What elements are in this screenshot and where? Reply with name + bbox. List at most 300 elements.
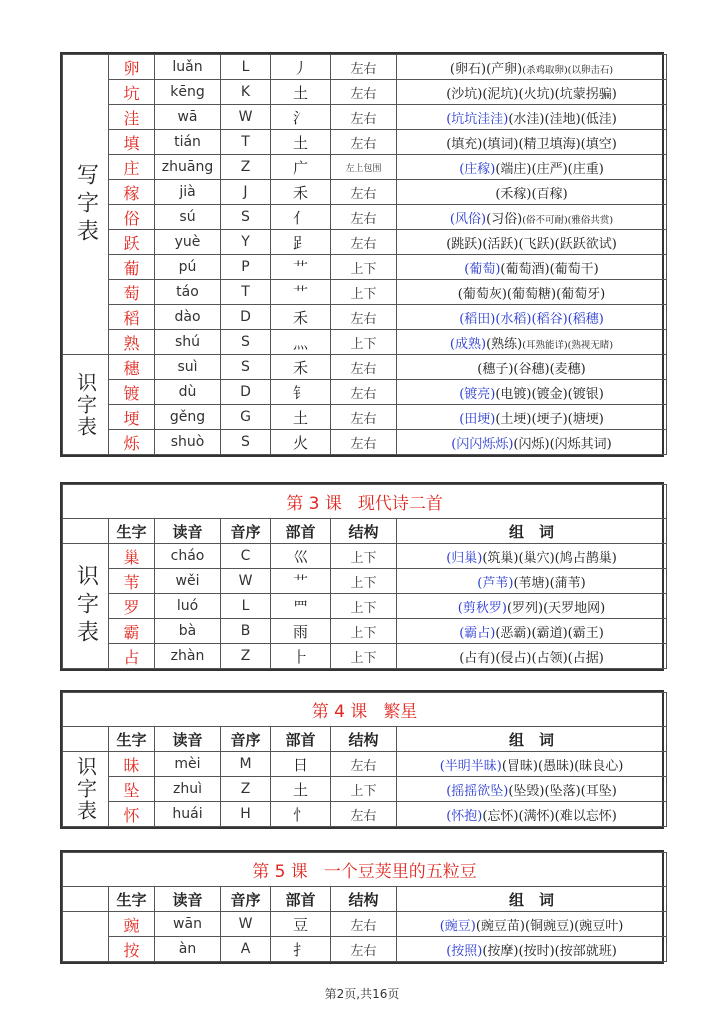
word-item: (耳坠) [580,783,617,799]
word-item: (稻田) [459,311,496,327]
pinyin-cell: suì [155,355,221,380]
pinyin-cell: dào [155,305,221,330]
word-item: (豌豆) [439,918,476,934]
pinyin-cell: kēng [155,80,221,105]
structure-cell: 左右 [331,430,397,455]
word-item: (豌豆苗) [475,918,525,934]
sequence-cell: S [221,430,271,455]
radical-cell: 土 [271,80,331,105]
word-item: (摇摇欲坠) [446,783,509,799]
word-list [397,912,667,937]
word-item: (水稻) [495,311,532,327]
word-item: (耳熟能详) [522,339,568,351]
word-item: (镀金) [531,386,568,402]
sequence-cell: W [221,105,271,130]
character-cell: 埂 [109,405,155,430]
pinyin-cell: shuò [155,430,221,455]
pinyin-cell: wān [155,912,221,937]
word-item: (沙坑) [446,86,483,102]
header-blank [63,727,109,752]
lesson-5-name: 一个豆荚里的五粒豆 [323,862,477,882]
word-list [397,802,667,827]
radical-cell: 忄 [271,802,331,827]
table-row [63,405,667,430]
sequence-cell: T [221,130,271,155]
character-cell: 豌 [109,912,155,937]
word-item: (坑坑洼洼) [446,111,509,127]
sequence-cell: D [221,305,271,330]
structure-cell: 左右 [331,230,397,255]
word-item: (精卫填海) [518,136,581,152]
word-item: (占据) [567,650,604,666]
character-cell: 苇 [109,569,155,594]
word-item: (活跃) [482,236,519,252]
lesson-4-block [60,690,664,829]
structure-cell: 上下 [331,544,397,569]
character-cell: 萄 [109,280,155,305]
word-item: (以卵击石) [567,64,614,76]
word-item: (怀抱) [446,808,483,824]
word-item: (鸠占鹊巢) [554,550,617,566]
character-cell: 霸 [109,619,155,644]
word-list [397,230,667,255]
sequence-cell: Z [221,644,271,669]
word-list [397,430,667,455]
word-item: (跃跃欲试) [554,236,617,252]
column-header-char: 生字 [109,727,155,752]
lesson-4-table [62,692,667,827]
word-list [397,180,667,205]
structure-cell: 左右 [331,130,397,155]
column-header-seq: 音序 [221,727,271,752]
word-item: (按摩) [482,943,519,959]
word-item: (火坑) [518,86,555,102]
radical-cell: 钅 [271,380,331,405]
radical-cell: 罒 [271,594,331,619]
word-item: (填词) [482,136,519,152]
radical-cell: 火 [271,430,331,455]
word-item: (葡萄糖) [506,286,557,302]
lesson-5-title [63,853,667,887]
word-item: (稻穗) [567,311,604,327]
pinyin-cell: cháo [155,544,221,569]
table-row [63,380,667,405]
word-item: (麦穗) [549,361,586,377]
word-item: (风俗) [449,211,487,227]
word-item: (葡萄) [464,261,501,277]
column-header-words: 组 词 [397,519,667,544]
word-item: (庄稼) [459,161,496,177]
radical-cell: 亻 [271,205,331,230]
word-list [397,255,667,280]
structure-cell: 上下 [331,777,397,802]
table-row [63,180,667,205]
sequence-cell: K [221,80,271,105]
word-item: (塘埂) [567,411,604,427]
table-row [63,752,667,777]
word-list [397,777,667,802]
pinyin-cell: yuè [155,230,221,255]
character-cell: 穗 [109,355,155,380]
lesson-4-name: 繁星 [383,702,418,722]
word-item: (电镀) [495,386,532,402]
column-header-structure: 结构 [331,727,397,752]
sequence-cell: P [221,255,271,280]
word-item: (填空) [580,136,617,152]
word-list [397,105,667,130]
sequence-cell: W [221,569,271,594]
word-item: (禾稼) [495,186,532,202]
pinyin-cell: táo [155,280,221,305]
column-header-words: 组 词 [397,887,667,912]
structure-cell: 左右 [331,55,397,80]
word-item: (难以忘怀) [554,808,617,824]
sequence-cell: H [221,802,271,827]
column-header-structure: 结构 [331,519,397,544]
word-item: (天罗地网) [543,600,606,616]
table-row [63,305,667,330]
table-row [63,330,667,355]
word-item: (穗子) [477,361,514,377]
character-cell: 稼 [109,180,155,205]
pinyin-cell: pú [155,255,221,280]
pinyin-cell: zhuì [155,777,221,802]
column-header-pinyin: 读音 [155,519,221,544]
radical-cell: 雨 [271,619,331,644]
radical-cell: 日 [271,752,331,777]
header-blank [63,887,109,912]
section-label-text: 写字表 [73,162,99,247]
word-list [397,937,667,962]
lesson-5-table [62,852,667,962]
section-label [63,912,109,962]
word-item: (水洼) [508,111,545,127]
radical-cell: 巛 [271,544,331,569]
pinyin-cell: mèi [155,752,221,777]
table-row [63,355,667,380]
section-label [63,355,109,455]
word-item: (成熟) [449,336,487,352]
sequence-cell: S [221,330,271,355]
sequence-cell: C [221,544,271,569]
sequence-cell: A [221,937,271,962]
radical-cell: 扌 [271,937,331,962]
word-item: (忘怀) [482,808,519,824]
word-list [397,130,667,155]
lesson-3-name: 现代诗二首 [357,494,443,514]
table-row [63,619,667,644]
word-item: (庄重) [567,161,604,177]
table-row [63,802,667,827]
character-cell: 俗 [109,205,155,230]
table-row [63,594,667,619]
word-item: (坠毁) [508,783,545,799]
column-header-radical: 部首 [271,519,331,544]
word-item: (闪烁其词) [549,436,612,452]
column-header-radical: 部首 [271,887,331,912]
word-item: (葡萄酒) [500,261,550,277]
table-row [63,130,667,155]
word-item: (芦苇) [477,575,514,591]
structure-cell: 左右 [331,105,397,130]
word-item: (葡萄灰) [457,286,507,302]
character-cell: 昧 [109,752,155,777]
pinyin-cell: luó [155,594,221,619]
radical-cell: 土 [271,777,331,802]
section-label [63,55,109,355]
structure-cell: 左右 [331,80,397,105]
structure-cell: 左上包围 [331,155,397,180]
word-list [397,569,667,594]
character-cell: 占 [109,644,155,669]
table-row [63,777,667,802]
word-item: (满怀) [518,808,555,824]
column-header-words: 组 词 [397,727,667,752]
word-item: (田埂) [459,411,496,427]
table-row [63,205,667,230]
structure-cell: 上下 [331,330,397,355]
sequence-cell: L [221,55,271,80]
word-item: (罗列) [506,600,544,616]
sequence-cell: D [221,380,271,405]
word-list [397,544,667,569]
word-item: (归巢) [446,550,483,566]
character-cell: 镀 [109,380,155,405]
character-cell: 庄 [109,155,155,180]
sequence-cell: S [221,355,271,380]
lesson-4-title [63,693,667,727]
word-item: (筑巢) [482,550,519,566]
lesson-3-table [62,484,667,669]
structure-cell: 上下 [331,255,397,280]
column-header-seq: 音序 [221,519,271,544]
character-cell: 稻 [109,305,155,330]
pinyin-cell: gěng [155,405,221,430]
word-item: (占领) [531,650,568,666]
word-item: (霸占) [459,625,496,641]
sequence-cell: Z [221,155,271,180]
word-item: (卵石) [449,61,487,77]
table-row [63,55,667,80]
word-item: (昧良心) [574,758,624,774]
word-list [397,644,667,669]
lesson-4-label: 第 4 课 [311,702,368,722]
radical-cell: 艹 [271,569,331,594]
word-item: (霸王) [567,625,604,641]
lesson-3-block [60,482,664,671]
character-cell: 坑 [109,80,155,105]
lesson-3-title [63,485,667,519]
word-item: (填充) [446,136,483,152]
pinyin-cell: shú [155,330,221,355]
word-list [397,594,667,619]
word-item: (愚昧) [538,758,575,774]
word-item: (雅俗共赏) [567,214,614,226]
sequence-cell: Z [221,777,271,802]
header-row [63,519,667,544]
radical-cell: 艹 [271,255,331,280]
word-item: (葡萄干) [549,261,599,277]
word-item: (杀鸡取卵) [522,64,568,76]
word-item: (百稼) [531,186,568,202]
column-header-char: 生字 [109,519,155,544]
character-cell: 卵 [109,55,155,80]
page-footer: 第2页,共16页 [324,987,400,1001]
pinyin-cell: luǎn [155,55,221,80]
sequence-cell: J [221,180,271,205]
word-list [397,752,667,777]
structure-cell: 左右 [331,802,397,827]
word-item: (庄严) [531,161,568,177]
table-row [63,912,667,937]
word-item: (跳跃) [446,236,483,252]
word-item: (熟练) [486,336,523,352]
radical-cell: 禾 [271,180,331,205]
column-header-structure: 结构 [331,887,397,912]
pinyin-cell: bà [155,619,221,644]
word-item: (侵占) [495,650,532,666]
radical-cell: 艹 [271,280,331,305]
word-item: (半明半昧) [439,758,502,774]
word-list [397,305,667,330]
table-row [63,569,667,594]
word-item: (闪烁) [513,436,550,452]
structure-cell: 上下 [331,619,397,644]
character-cell: 熟 [109,330,155,355]
pinyin-cell: zhuāng [155,155,221,180]
word-item: (熟视无睹) [567,339,614,351]
structure-cell: 左右 [331,355,397,380]
sequence-cell: T [221,280,271,305]
table-row [63,280,667,305]
radical-cell: 氵 [271,105,331,130]
word-item: (低洼) [580,111,617,127]
word-list [397,55,667,80]
structure-cell: 左右 [331,380,397,405]
structure-cell: 左右 [331,405,397,430]
header-row [63,727,667,752]
table-row [63,644,667,669]
structure-cell: 左右 [331,205,397,230]
word-list [397,619,667,644]
radical-cell: 禾 [271,305,331,330]
sequence-cell: S [221,205,271,230]
word-item: (端庄) [495,161,532,177]
word-item: (俗不可耐) [522,214,568,226]
radical-cell: 𧾷 [271,230,331,255]
table-row [63,430,667,455]
pinyin-cell: tián [155,130,221,155]
structure-cell: 上下 [331,644,397,669]
character-cell: 跃 [109,230,155,255]
structure-cell: 左右 [331,752,397,777]
pinyin-cell: dù [155,380,221,405]
table-row [63,105,667,130]
word-item: (闪闪烁烁) [451,436,514,452]
word-list [397,280,667,305]
character-cell: 怀 [109,802,155,827]
header-blank [63,519,109,544]
word-item: (按照) [446,943,483,959]
word-item: (谷穗) [513,361,550,377]
radical-cell: 广 [271,155,331,180]
word-list [397,205,667,230]
sequence-cell: L [221,594,271,619]
word-item: (镀亮) [459,386,496,402]
sequence-cell: B [221,619,271,644]
radical-cell: 丿 [271,55,331,80]
radical-cell: 禾 [271,355,331,380]
word-item: (镀银) [567,386,604,402]
word-item: (按时) [518,943,555,959]
word-item: (坠落) [544,783,581,799]
sequence-cell: W [221,912,271,937]
word-item: (占有) [459,650,496,666]
structure-cell: 左右 [331,180,397,205]
table-row [63,80,667,105]
character-cell: 按 [109,937,155,962]
structure-cell: 上下 [331,280,397,305]
word-item: (蒲苇) [549,575,586,591]
radical-cell: 土 [271,405,331,430]
word-item: (葡萄牙) [556,286,606,302]
character-cell: 填 [109,130,155,155]
sequence-cell: Y [221,230,271,255]
pinyin-cell: wā [155,105,221,130]
word-item: (飞跃) [518,236,555,252]
pinyin-cell: wěi [155,569,221,594]
character-cell: 烁 [109,430,155,455]
character-cell: 葡 [109,255,155,280]
structure-cell: 左右 [331,305,397,330]
word-item: (霸道) [531,625,568,641]
word-item: (泥坑) [482,86,519,102]
column-header-pinyin: 读音 [155,727,221,752]
word-item: (剪秋罗) [457,600,507,616]
radical-cell: 灬 [271,330,331,355]
word-item: (铜豌豆) [525,918,575,934]
column-header-seq: 音序 [221,887,271,912]
word-list [397,355,667,380]
word-item: (习俗) [486,211,523,227]
word-list [397,80,667,105]
table-row [63,155,667,180]
sequence-cell: G [221,405,271,430]
word-list [397,405,667,430]
radical-cell: 土 [271,130,331,155]
section-label-text: 识字表 [73,756,98,822]
section-label-text: 识字表 [73,564,99,648]
word-item: (巢穴) [518,550,555,566]
word-item: (土埂) [495,411,532,427]
structure-cell: 左右 [331,912,397,937]
table-row [63,937,667,962]
lesson-5-label: 第 5 课 [252,862,308,882]
word-item: (埂子) [531,411,568,427]
word-list [397,380,667,405]
table-row [63,230,667,255]
table-row [63,544,667,569]
column-header-char: 生字 [109,887,155,912]
structure-cell: 左右 [331,937,397,962]
word-item: (产卵) [486,61,523,77]
character-cell: 罗 [109,594,155,619]
section-label [63,544,109,669]
word-item: (按部就班) [554,943,617,959]
character-cell: 巢 [109,544,155,569]
word-list [397,330,667,355]
table-row [63,255,667,280]
